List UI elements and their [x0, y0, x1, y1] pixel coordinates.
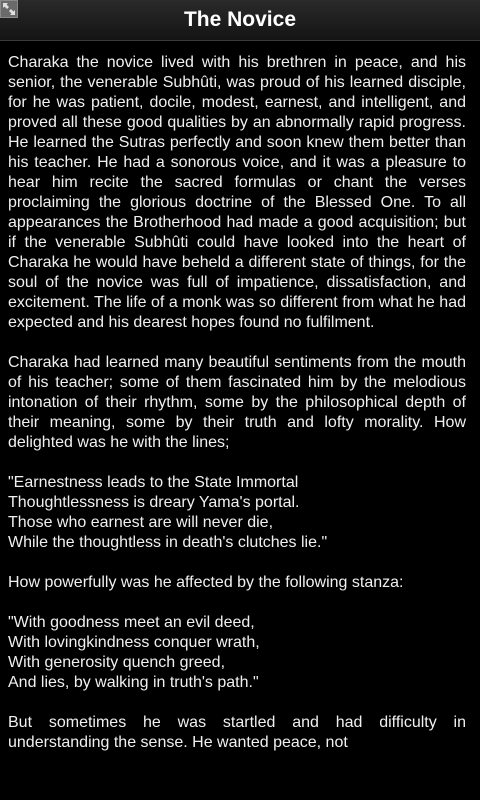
verse-line: With lovingkindness conquer wrath, [8, 634, 260, 651]
story-text[interactable] [8, 53, 466, 773]
verse-line: Those who earnest are will never die, [8, 514, 274, 531]
title-bar [0, 0, 480, 41]
verse-line: Thoughtlessness is dreary Yama's portal. [8, 494, 300, 511]
verse-line: While the thoughtless in death's clutches lie." [8, 534, 328, 551]
paragraph: How powerfully was he affected by the following stanza: [8, 574, 404, 591]
verse-line: "Earnestness leads to the State Immortal [8, 474, 299, 491]
verse-line: With generosity quench greed, [8, 654, 226, 671]
verse-line: And lies, by walking in truth's path." [8, 674, 259, 691]
verse [8, 473, 466, 553]
page-title: The Novice [183, 8, 297, 31]
verse-line: "With goodness meet an evil deed, [8, 614, 255, 631]
verse [8, 613, 466, 693]
expand-arrows-icon[interactable] [0, 0, 18, 18]
paragraph: But sometimes he was startled and had difficulty in understanding the sense. He wanted peace, not [8, 714, 466, 751]
paragraph: Charaka the novice lived with his brethren in peace, and his senior, the venerable Subhûti, was proud of his learned disciple, for he was patient, docile, modest, earnest, and intelligent, and proved all these good qualities by an abnormally rapid progress. He learned the Sutras perfectly and soon knew them better than his teacher. He had a sonorous voice, and it was a pleasure to hear him recite the sacred formulas or chant the verses proclaiming the glorious doctrine of the Blessed One. To all appearances the Brotherhood had made a good acquisition; but if the venerable Subhûti could have looked into the heart of Charaka he would have beheld a different state of things, for the soul of the novice was full of impatience, dissatisfaction, and excitement. The life of a monk was so different from what he had expected and his dearest hopes found no fulfilment. [8, 54, 466, 331]
paragraph: Charaka had learned many beautiful sentiments from the mouth of his teacher; some of them fascinated him by the melodious intonation of their rhythm, some by the philosophical depth of their meaning, some by their truth and lofty morality. How delighted was he with the lines; [8, 354, 466, 451]
